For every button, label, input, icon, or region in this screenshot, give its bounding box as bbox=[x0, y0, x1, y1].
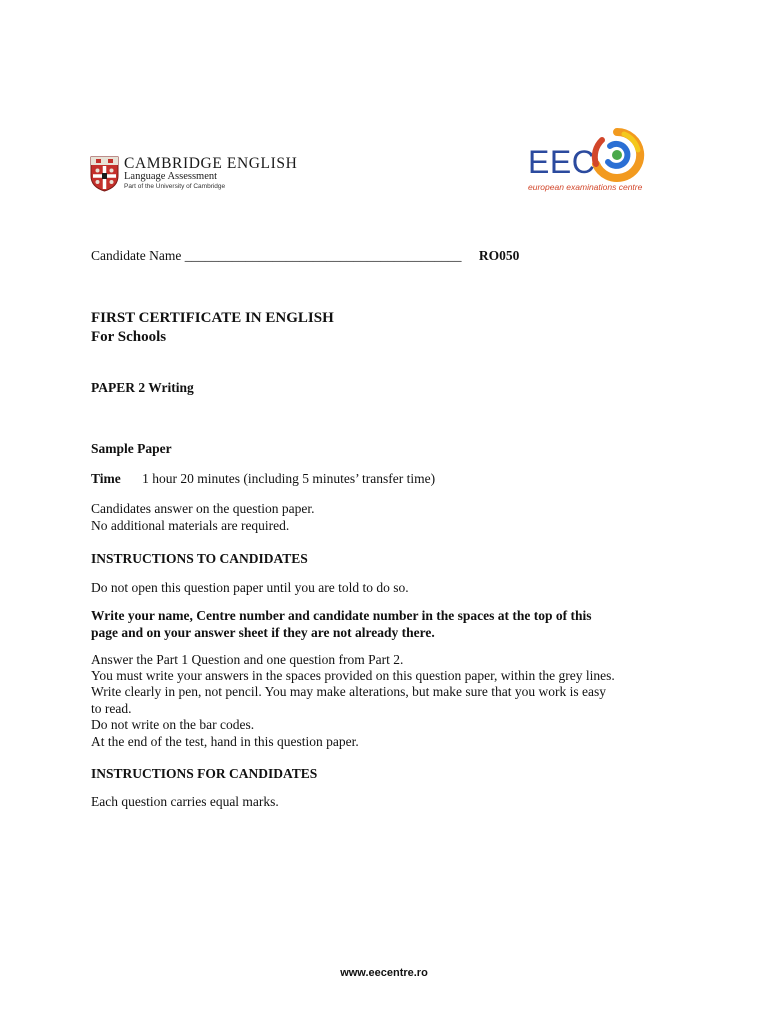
candidate-code: RO050 bbox=[478, 248, 520, 263]
time-value: 1 hour 20 minutes (including 5 minutes’ transfer time) bbox=[142, 471, 436, 486]
cambridge-english-logo bbox=[90, 156, 320, 196]
instruction-line: Write clearly in pen, not pencil. You may make alterations, but make sure that you work is easy bbox=[91, 684, 606, 699]
sample-paper-label: Sample Paper bbox=[91, 441, 172, 456]
info-text: Each question carries equal marks. bbox=[91, 794, 279, 809]
candidate-name-label: Candidate Name bbox=[91, 248, 182, 263]
instruction-line: to read. bbox=[91, 701, 132, 716]
answer-line-1: Candidates answer on the question paper. bbox=[91, 501, 315, 516]
eec-name: EEC bbox=[528, 144, 596, 180]
candidate-name-field[interactable]: _________________________________________ bbox=[184, 248, 462, 263]
info-heading: INSTRUCTIONS FOR CANDIDATES bbox=[91, 766, 318, 781]
paper-title: PAPER 2 Writing bbox=[91, 380, 194, 395]
answer-line-2: No additional materials are required. bbox=[91, 518, 290, 533]
eec-logo bbox=[526, 126, 656, 196]
cambridge-subtitle: Language Assessment bbox=[124, 171, 218, 182]
instruction-line: At the end of the test, hand in this question paper. bbox=[91, 734, 359, 749]
instructions-heading: INSTRUCTIONS TO CANDIDATES bbox=[91, 551, 308, 566]
exam-title: FIRST CERTIFICATE IN ENGLISH bbox=[91, 310, 334, 326]
instructions-bold-line-2: page and on your answer sheet if they are not already there. bbox=[91, 625, 435, 640]
instruction-line: You must write your answers in the spaces provided on this question paper, within the grey lines. bbox=[91, 668, 615, 683]
cambridge-title: CAMBRIDGE ENGLISH bbox=[124, 155, 298, 172]
cambridge-crest-icon bbox=[90, 156, 119, 192]
exam-subtitle: For Schools bbox=[91, 329, 167, 345]
cambridge-part-of: Part of the University of Cambridge bbox=[124, 183, 226, 190]
time-label: Time bbox=[91, 471, 121, 486]
time-row bbox=[91, 471, 435, 488]
eec-swirl-icon bbox=[588, 126, 646, 184]
eec-tagline: european examinations centre bbox=[528, 182, 643, 192]
candidate-row bbox=[91, 248, 519, 265]
instructions-bold-line-1: Write your name, Centre number and candidate number in the spaces at the top of this bbox=[91, 608, 592, 623]
instruction-line: Answer the Part 1 Question and one question from Part 2. bbox=[91, 652, 404, 667]
footer-url[interactable]: www.eecentre.ro bbox=[340, 967, 428, 979]
instructions-first: Do not open this question paper until you are told to do so. bbox=[91, 580, 409, 595]
instruction-line: Do not write on the bar codes. bbox=[91, 717, 255, 732]
